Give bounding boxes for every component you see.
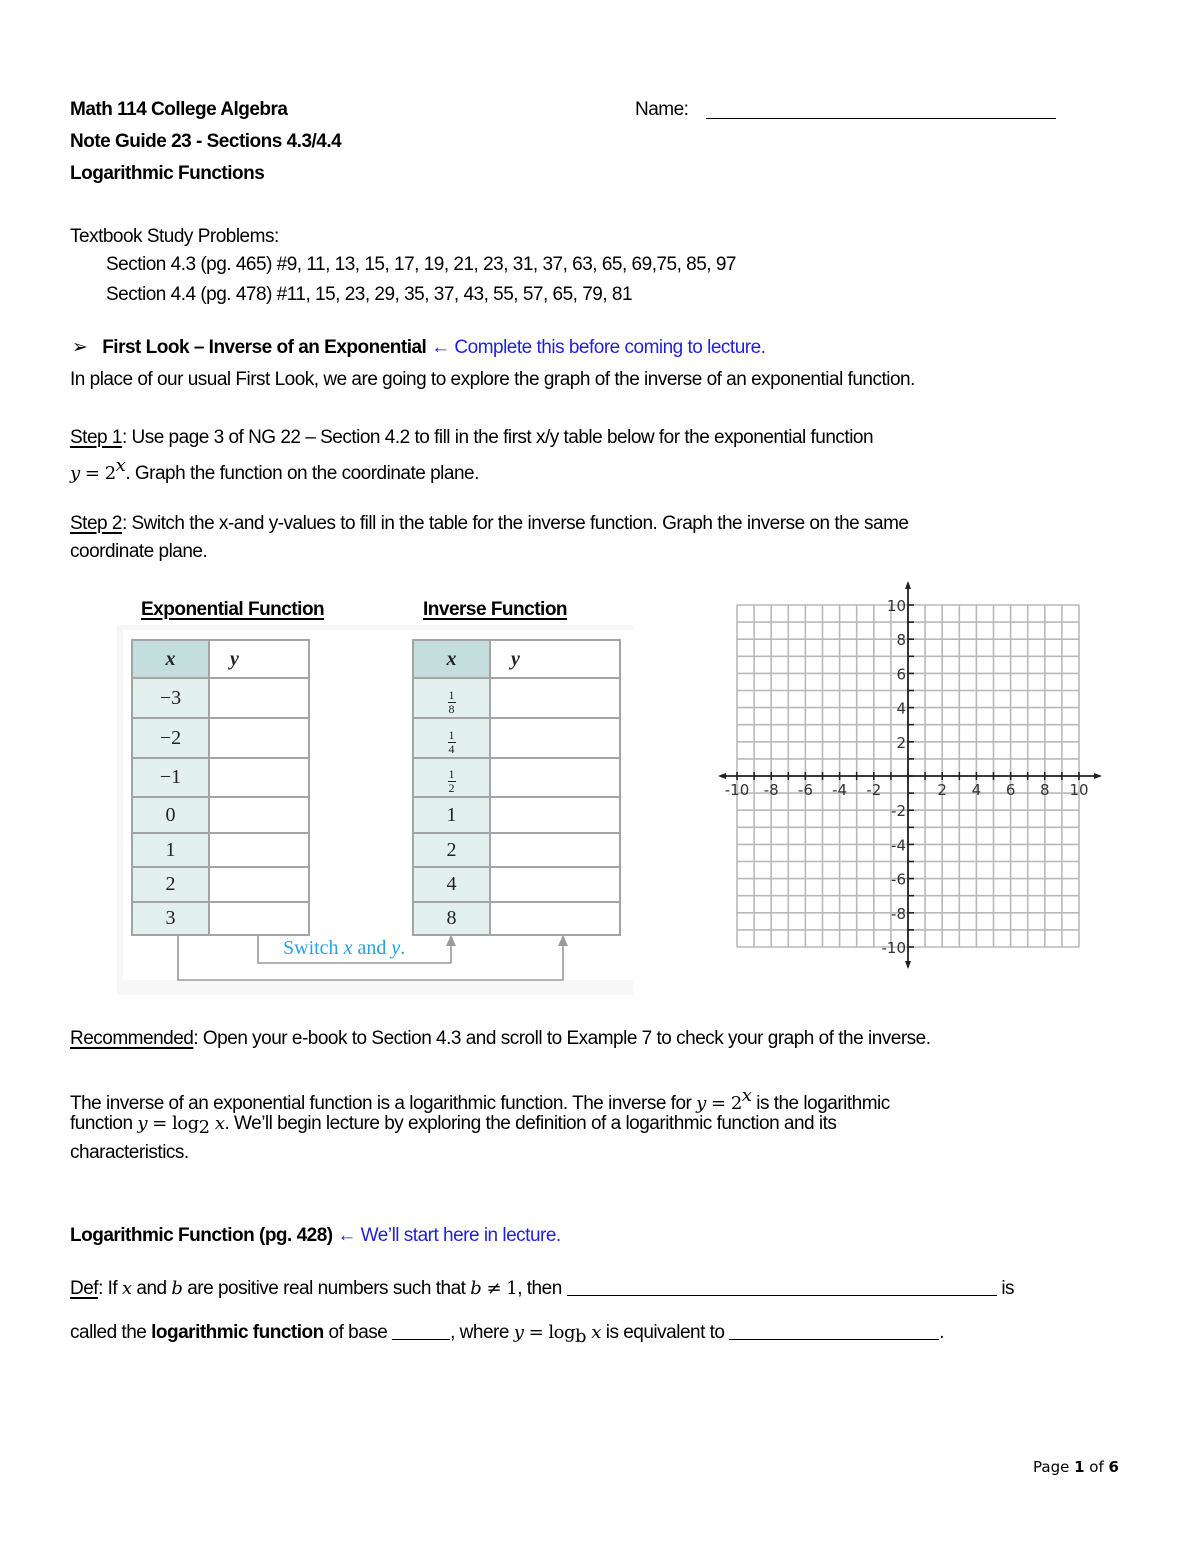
definition-blank-base[interactable] bbox=[392, 1321, 450, 1340]
study-problems-title: Textbook Study Problems: bbox=[70, 226, 279, 247]
first-look-intro: In place of our usual First Look, we are going to explore the graph of the inverse of an exponential function. bbox=[70, 369, 915, 390]
x-value-cell: 0 bbox=[132, 797, 209, 833]
y-tick-label: 2 bbox=[896, 733, 906, 752]
recommended-label: Recommended bbox=[70, 1028, 194, 1049]
x-value-cell: −1 bbox=[132, 758, 209, 797]
study-problems-line-4-4: Section 4.4 (pg. 478) #11, 15, 23, 29, 35, 37, 43, 55, 57, 65, 79, 81 bbox=[106, 284, 633, 305]
exponential-table-title: Exponential Function bbox=[141, 599, 325, 620]
topic-title: Logarithmic Functions bbox=[70, 163, 265, 184]
y-tick-label: -2 bbox=[891, 802, 906, 821]
x-tick-label: -8 bbox=[763, 781, 779, 799]
x-tick-label: 2 bbox=[937, 781, 947, 799]
page-number: Page 1 of 6 bbox=[1033, 1458, 1119, 1476]
x-tick-label: 8 bbox=[1040, 781, 1050, 799]
y-tick-label: -10 bbox=[881, 939, 906, 957]
x-tick-label: 4 bbox=[971, 781, 982, 799]
step2-label: Step 2 bbox=[70, 513, 122, 534]
inverse-para-line1: The inverse of an exponential function is a logarithmic function. The inverse for $y = 2^x$ is the logarithmic bbox=[70, 1085, 890, 1114]
step1-label: Step 1 bbox=[70, 427, 122, 448]
log-function-note: ← We’ll start here in lecture. bbox=[337, 1225, 561, 1246]
definition-line1: Def: If x and b are positive real numbers such that b ≠ 1, then is bbox=[70, 1278, 1015, 1299]
guide-title: Note Guide 23 - Sections 4.3/4.4 bbox=[70, 131, 342, 152]
y-tick-label: -6 bbox=[891, 870, 906, 889]
definition-line2: called the logarithmic function of base , where $y = \log_b x$ is equivalent to . bbox=[70, 1322, 945, 1347]
exp-header-y: y bbox=[209, 640, 309, 678]
y-tick-label: -4 bbox=[891, 836, 906, 855]
x-value-cell: 4 bbox=[413, 867, 490, 902]
fraction: $\frac{1}{8}$ bbox=[448, 687, 455, 716]
inverse-para-line3: characteristics. bbox=[70, 1142, 189, 1163]
first-look-title: First Look – Inverse of an Exponential bbox=[102, 337, 427, 358]
x-tick-label: -2 bbox=[866, 781, 882, 799]
x-value-cell: −2 bbox=[132, 718, 209, 758]
inv-header-x: x bbox=[413, 640, 490, 678]
study-problems-line-4-3: Section 4.3 (pg. 465) #9, 11, 13, 15, 17, 19, 21, 23, 31, 37, 63, 65, 69,75, 85, 97 bbox=[106, 254, 736, 275]
inv-header-y: y bbox=[490, 640, 620, 678]
x-tick-label: -10 bbox=[724, 781, 750, 799]
step1-line1: Step 1: Use page 3 of NG 22 – Section 4.2 to fill in the first x/y table below for the exponential function bbox=[70, 427, 874, 448]
x-value-cell: −3 bbox=[132, 678, 209, 718]
name-field-label: Name: bbox=[635, 99, 689, 120]
x-value-cell: 3 bbox=[132, 902, 209, 935]
log-function-heading bbox=[70, 1225, 561, 1247]
x-value-cell: 1 bbox=[413, 797, 490, 833]
x-tick-label: -6 bbox=[797, 781, 813, 799]
fraction: $\frac{1}{2}$ bbox=[448, 767, 455, 795]
x-value-cell: 1 bbox=[132, 833, 209, 867]
y-tick-label: -8 bbox=[891, 904, 906, 923]
inverse-table-title: Inverse Function bbox=[423, 599, 568, 620]
coordinate-plane[interactable] bbox=[700, 575, 1120, 975]
exp-header-x: x bbox=[132, 640, 209, 678]
switch-x-and-y-label: Switch x and y. bbox=[283, 937, 406, 959]
x-value-cell: 8 bbox=[413, 902, 490, 935]
y-tick-label: 6 bbox=[896, 665, 906, 684]
x-tick-label: 6 bbox=[1005, 781, 1016, 799]
x-tick-label: -4 bbox=[832, 781, 848, 799]
log-function-title: Logarithmic Function (pg. 428) bbox=[70, 1225, 333, 1246]
recommended-line: Recommended: Open your e-book to Section 4.3 and scroll to Example 7 to check your graph of the inverse. bbox=[70, 1028, 931, 1049]
x-value-cell: 2 bbox=[413, 833, 490, 867]
fraction: $\frac{1}{4}$ bbox=[448, 727, 455, 756]
x-value-cell: 2 bbox=[132, 867, 209, 902]
def-label: Def bbox=[70, 1278, 99, 1299]
course-title: Math 114 College Algebra bbox=[70, 99, 288, 120]
y-tick-label: 8 bbox=[896, 631, 906, 650]
definition-blank-equivalent[interactable] bbox=[729, 1321, 939, 1340]
x-tick-label: 10 bbox=[1069, 781, 1089, 799]
arrow-bullet-icon: ➢ bbox=[72, 337, 88, 358]
y-tick-label: 4 bbox=[896, 699, 906, 718]
y-tick-label: 10 bbox=[886, 597, 906, 615]
inverse-para-line2: function $y = \log_2 x$. We’ll begin lecture by exploring the definition of a logarithmic function and its bbox=[70, 1113, 837, 1138]
step2-line1: Step 2: Switch the x-and y-values to fill in the table for the inverse function. Graph the inverse on the same bbox=[70, 513, 909, 534]
definition-blank-function[interactable] bbox=[567, 1277, 997, 1296]
step2-line2: coordinate plane. bbox=[70, 541, 208, 562]
first-look-note: ← Complete this before coming to lecture. bbox=[431, 337, 766, 358]
step1-line2: $y = 2^x$. Graph the function on the coordinate plane. bbox=[70, 455, 479, 484]
